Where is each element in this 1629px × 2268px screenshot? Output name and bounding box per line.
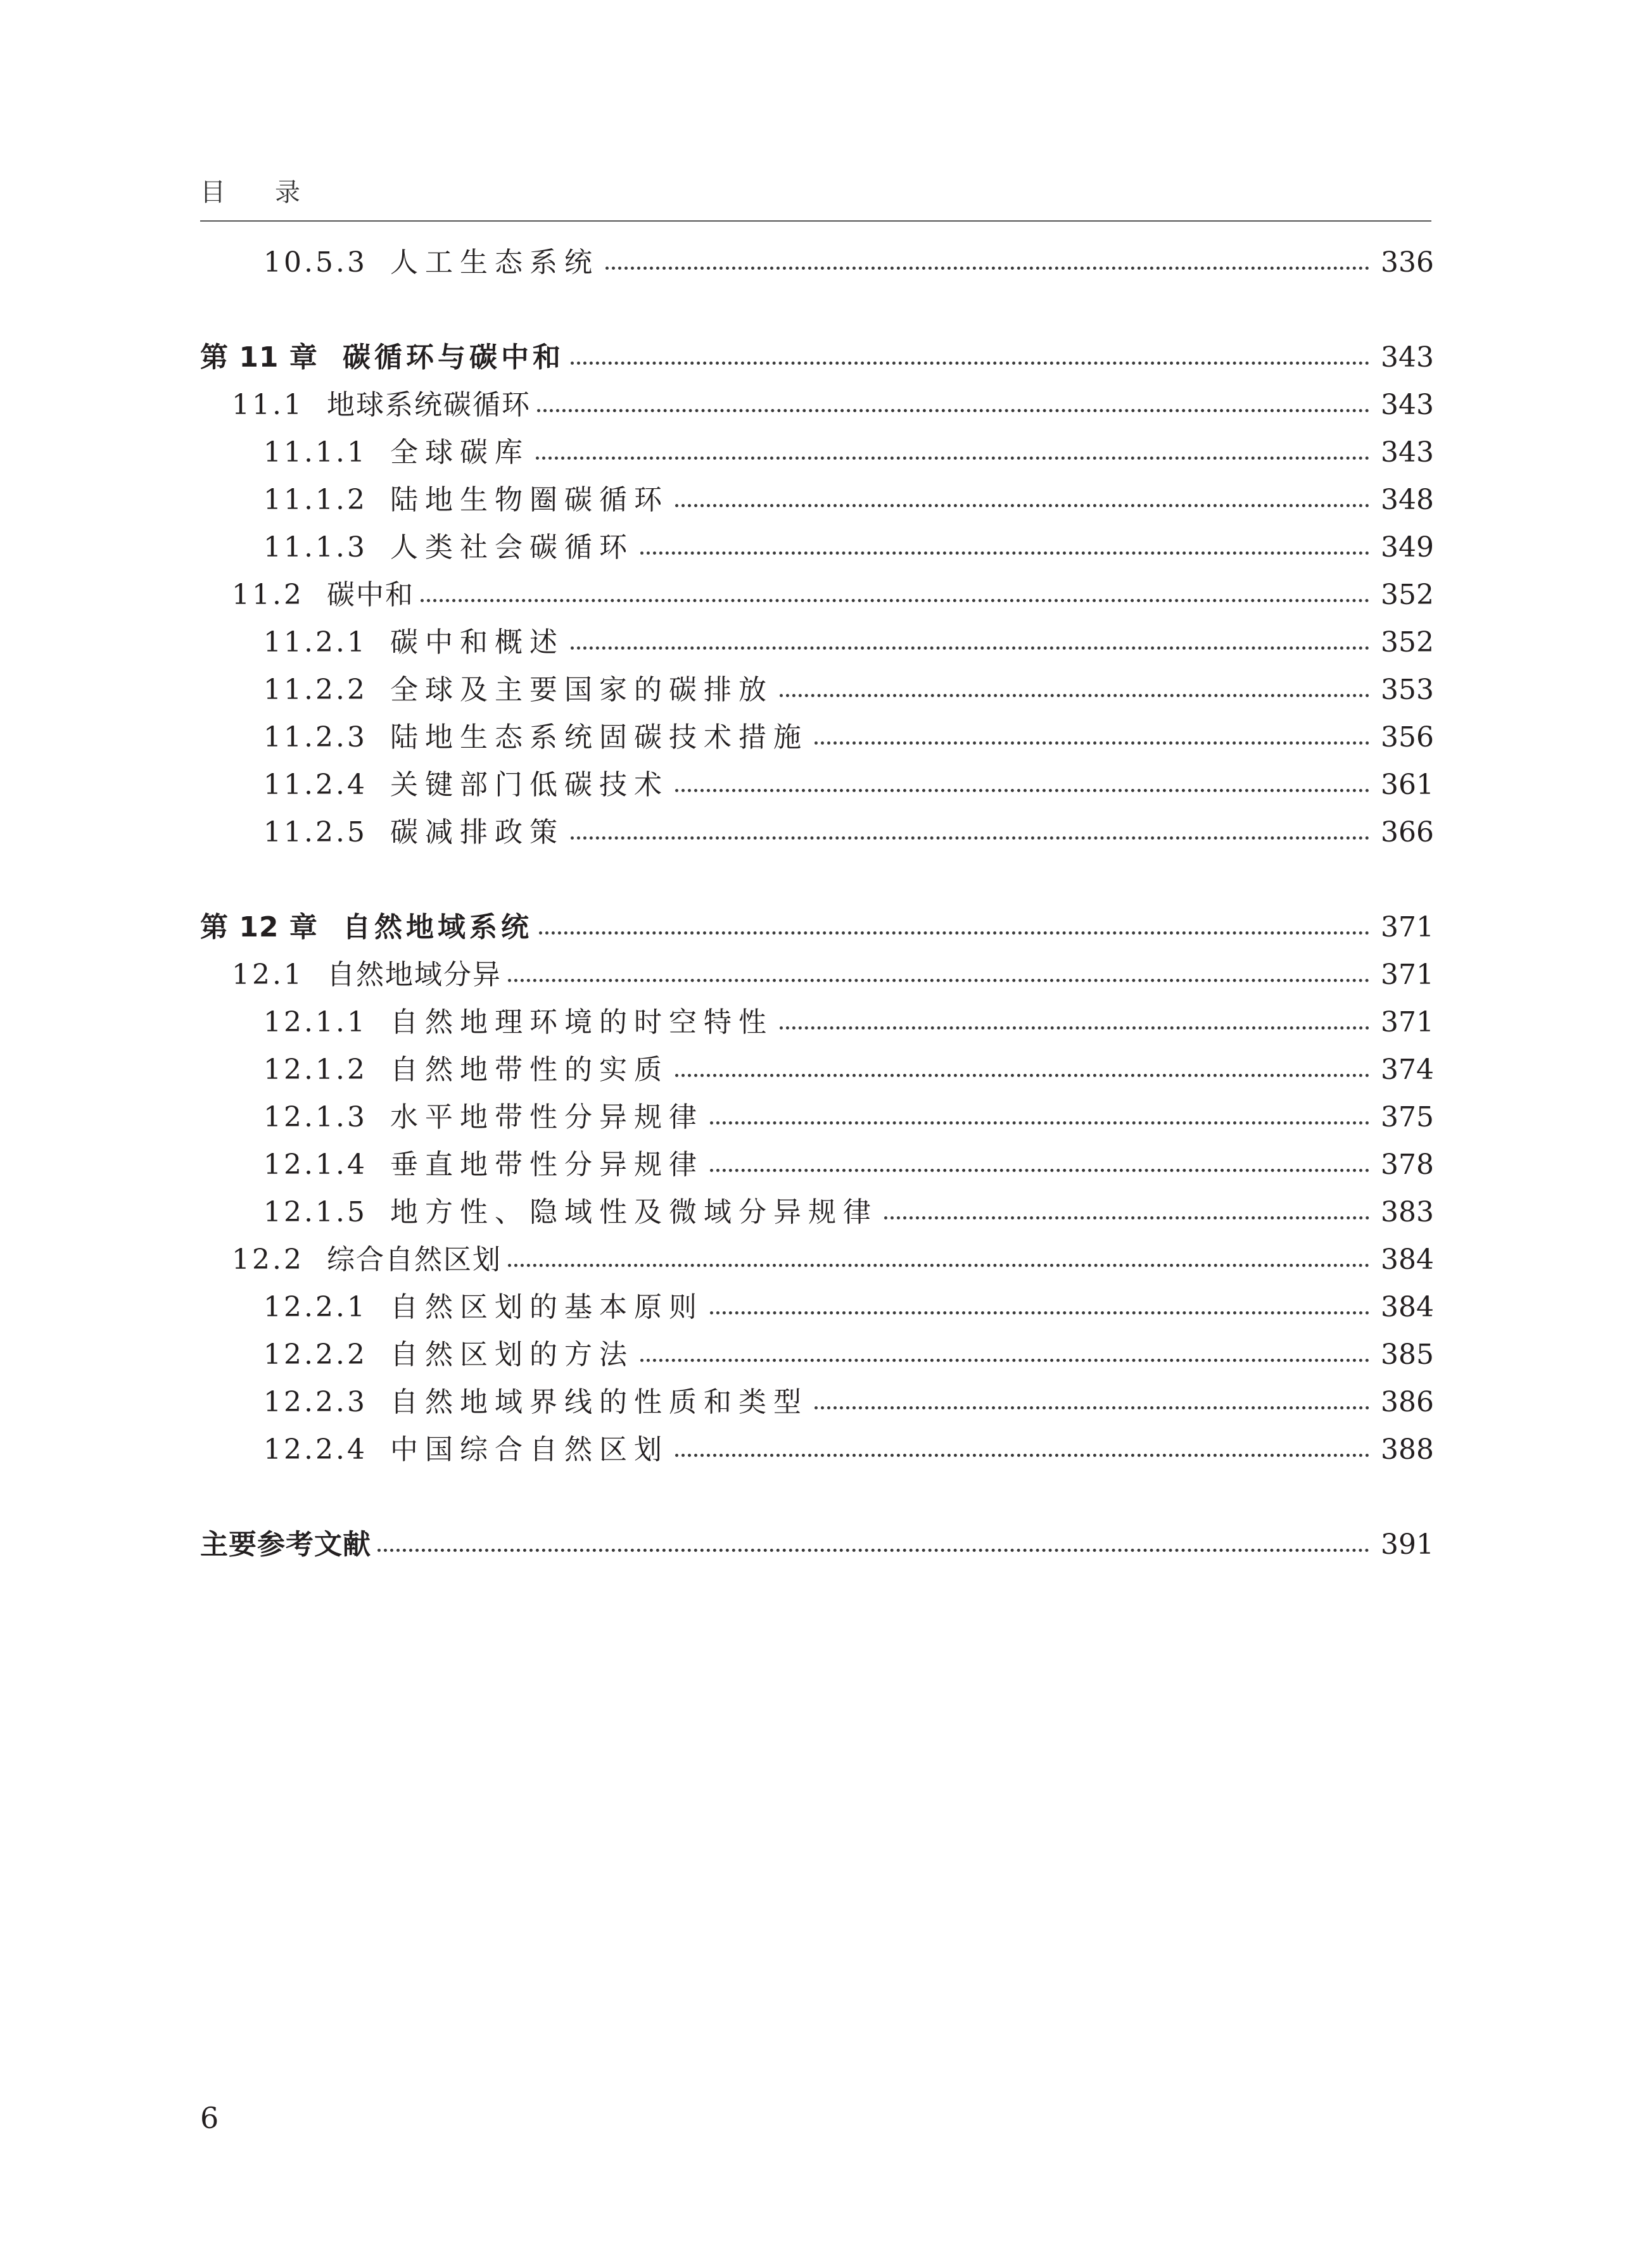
toc-subsection-entry[interactable] (263, 999, 1434, 1046)
toc-section-entry[interactable] (232, 572, 1434, 619)
toc-entry-title: 自然区划的方法 (390, 1339, 634, 1371)
toc-entry-page: 371 (1381, 1006, 1434, 1038)
dot-leader (814, 1406, 1369, 1409)
dot-leader (421, 599, 1369, 602)
toc-entry-title: 自然地域系统 (343, 911, 533, 943)
toc-entry-page: 386 (1381, 1386, 1434, 1418)
toc-entry-page: 336 (1381, 246, 1434, 279)
toc-entry-title: 关键部门低碳技术 (390, 769, 669, 801)
toc-entry-title: 陆地生物圈碳循环 (390, 484, 669, 516)
toc-entry-page: 391 (1381, 1528, 1434, 1561)
toc-entry-title: 碳减排政策 (390, 816, 564, 848)
toc-subsection-entry[interactable] (263, 1047, 1434, 1093)
toc-subsection-entry[interactable] (263, 1332, 1434, 1378)
dot-leader (508, 1264, 1369, 1267)
dot-leader (539, 931, 1369, 935)
dot-leader (536, 457, 1369, 460)
toc-entry-page: 388 (1381, 1433, 1434, 1466)
toc-subsection-entry[interactable] (263, 239, 1434, 286)
toc-chapter-entry[interactable] (200, 904, 1434, 951)
dot-leader (640, 1359, 1369, 1362)
toc-entry-title: 主要参考文献 (200, 1528, 371, 1561)
dot-leader (640, 551, 1369, 555)
toc-entry-page: 378 (1381, 1149, 1434, 1181)
dot-leader (377, 1549, 1369, 1552)
running-header (200, 171, 1431, 222)
dot-leader (508, 979, 1369, 982)
toc-entry-number: 11.2.1 (263, 626, 367, 658)
toc-entry-page: 349 (1381, 531, 1434, 564)
dot-leader (571, 836, 1369, 840)
toc-entry-number: 12.2.4 (263, 1433, 367, 1466)
toc-entry-number: 第 11 章 (200, 341, 318, 374)
toc-subsection-entry[interactable] (263, 524, 1434, 571)
toc-entry-page: 375 (1381, 1101, 1434, 1133)
dot-leader (884, 1216, 1369, 1219)
toc-entry-page: 352 (1381, 579, 1434, 611)
toc-entry-number: 11.2 (232, 579, 304, 611)
toc-subsection-entry[interactable] (263, 619, 1434, 666)
toc-entry-title: 中国综合自然区划 (390, 1433, 669, 1466)
toc-subsection-entry[interactable] (263, 667, 1434, 714)
toc-entry-title: 自然地带性的实质 (390, 1054, 669, 1086)
toc-subsection-entry[interactable] (263, 1189, 1434, 1236)
toc-entry-title: 综合自然区划 (327, 1244, 502, 1276)
toc-entry-page: 343 (1381, 389, 1434, 421)
dot-leader (675, 789, 1369, 792)
toc-entry-page: 361 (1381, 769, 1434, 801)
toc-entry-title: 陆地生态系统固碳技术措施 (390, 721, 808, 753)
running-header-title: 目录 (200, 178, 350, 207)
toc-section-entry[interactable] (232, 952, 1434, 999)
toc-entry-title: 地方性、隐域性及微域分异规律 (390, 1196, 878, 1228)
toc-entry-title: 碳中和 (327, 579, 414, 611)
toc-entry-page: 371 (1381, 959, 1434, 991)
dot-leader (675, 1074, 1369, 1077)
toc-entry-number: 11.1 (232, 389, 304, 421)
toc-subsection-entry[interactable] (263, 1427, 1434, 1473)
dot-leader (710, 1169, 1369, 1172)
toc-entry-number: 12.2.1 (263, 1291, 367, 1323)
toc-subsection-entry[interactable] (263, 429, 1434, 476)
dot-leader (605, 267, 1369, 270)
toc-entry-page: 374 (1381, 1054, 1434, 1086)
toc-entry-title: 全球及主要国家的碳排放 (390, 674, 773, 706)
toc-entry-title: 自然地域分异 (327, 959, 502, 991)
toc-entry-page: 353 (1381, 674, 1434, 706)
toc-entry-title: 人工生态系统 (390, 246, 599, 279)
toc-entry-number: 11.1.2 (263, 484, 367, 516)
toc-entry-title: 自然地理环境的时空特性 (390, 1006, 773, 1038)
toc-entry-number: 12.1.2 (263, 1054, 367, 1086)
dot-leader (571, 362, 1369, 365)
dot-leader (780, 1026, 1369, 1030)
toc-subsection-entry[interactable] (263, 714, 1434, 761)
toc-entry-number: 11.2.3 (263, 721, 367, 753)
toc-entry-title: 全球碳库 (390, 436, 529, 469)
toc-entry-page: 343 (1381, 341, 1434, 374)
toc-entry-title: 自然区划的基本原则 (390, 1291, 704, 1323)
dot-leader (675, 1454, 1369, 1457)
toc-entry-title: 碳中和概述 (390, 626, 564, 658)
toc-subsection-entry[interactable] (263, 809, 1434, 856)
toc-entry-title: 垂直地带性分异规律 (390, 1149, 704, 1181)
toc-entry-page: 356 (1381, 721, 1434, 753)
dot-leader (675, 504, 1369, 507)
toc-entry-number: 12.1 (232, 959, 304, 991)
toc-entry-number: 11.2.5 (263, 816, 367, 848)
toc-subsection-entry[interactable] (263, 1379, 1434, 1426)
dot-leader (710, 1121, 1369, 1125)
toc-entry-page: 352 (1381, 626, 1434, 658)
toc-chapter-entry[interactable] (200, 334, 1434, 381)
toc-entry-number: 12.2.2 (263, 1339, 367, 1371)
page-number: 6 (200, 2101, 219, 2135)
toc-entry-page: 384 (1381, 1291, 1434, 1323)
toc-entry-number: 12.1.3 (263, 1101, 367, 1133)
toc-entry-number: 12.2 (232, 1244, 304, 1276)
dot-leader (571, 646, 1369, 650)
toc-entry-page: 371 (1381, 911, 1434, 943)
toc-subsection-entry[interactable] (263, 1142, 1434, 1188)
toc-subsection-entry[interactable] (263, 1284, 1434, 1331)
toc-section-entry[interactable] (232, 382, 1434, 429)
toc-entry-number: 10.5.3 (263, 246, 367, 279)
toc-subsection-entry[interactable] (263, 762, 1434, 809)
dot-leader (537, 409, 1369, 412)
toc-entry-page: 384 (1381, 1244, 1434, 1276)
toc-entry-title: 碳循环与碳中和 (343, 341, 564, 374)
toc-entry-number: 11.2.4 (263, 769, 367, 801)
dot-leader (780, 694, 1369, 697)
toc-entry-page: 366 (1381, 816, 1434, 848)
toc-entry-number: 11.1.3 (263, 531, 367, 564)
toc-entry-number: 12.1.5 (263, 1196, 367, 1228)
toc-subsection-entry[interactable] (263, 477, 1434, 524)
toc-entry-number: 12.1.1 (263, 1006, 367, 1038)
toc-entry-page: 343 (1381, 436, 1434, 469)
toc-references-entry[interactable] (200, 1521, 1434, 1568)
toc-entry-page: 383 (1381, 1196, 1434, 1228)
toc-entry-page: 348 (1381, 484, 1434, 516)
toc-entry-number: 11.1.1 (263, 436, 367, 469)
toc-section-entry[interactable] (232, 1237, 1434, 1283)
toc-entry-title: 水平地带性分异规律 (390, 1101, 704, 1133)
toc-entry-number: 12.1.4 (263, 1149, 367, 1181)
toc-subsection-entry[interactable] (263, 1094, 1434, 1141)
toc-entry-number: 11.2.2 (263, 674, 367, 706)
toc-entry-page: 385 (1381, 1339, 1434, 1371)
toc-entry-title: 自然地域界线的性质和类型 (390, 1386, 808, 1418)
dot-leader (814, 741, 1369, 745)
toc-entry-title: 人类社会碳循环 (390, 531, 634, 564)
toc-entry-title: 地球系统碳循环 (327, 389, 531, 421)
toc-entry-number: 12.2.3 (263, 1386, 367, 1418)
dot-leader (710, 1311, 1369, 1314)
toc-entry-number: 第 12 章 (200, 911, 318, 943)
